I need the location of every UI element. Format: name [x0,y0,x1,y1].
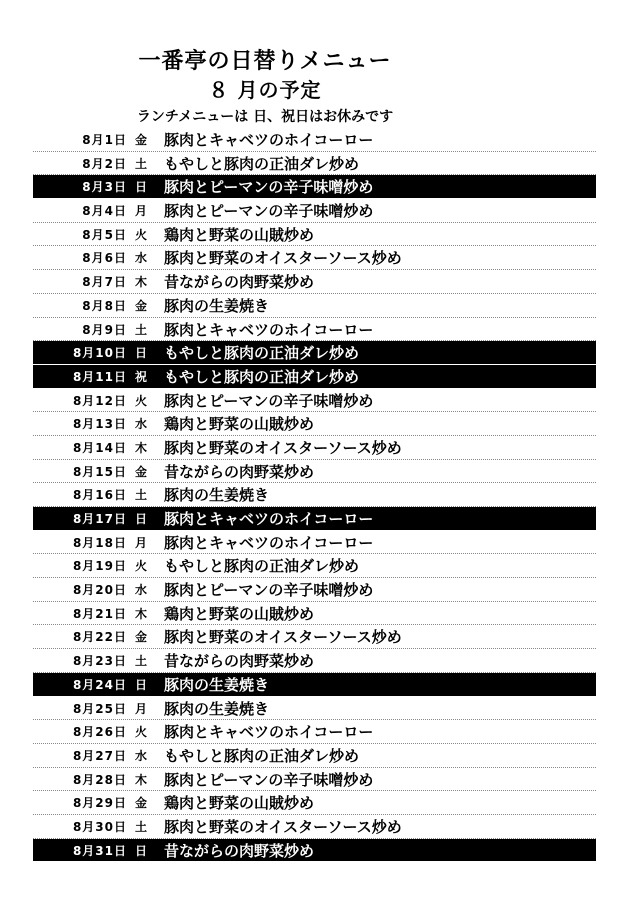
row-date: 8月14日 [72,440,127,455]
row-dish: もやしと豚肉の正油ダレ炒め [164,154,360,173]
row-date: 8月18日 [72,535,127,550]
table-row [33,152,596,176]
row-weekday: 金 [135,796,148,811]
table-row [33,507,596,531]
row-weekday: 金 [135,298,148,313]
row-weekday: 金 [135,133,148,147]
row-dish: 鶏肉と野菜の山賊炒め [164,415,315,434]
row-dish: 昔ながらの肉野菜炒め [164,652,315,671]
row-date: 8月29日 [72,796,127,811]
table-row [33,578,596,602]
table-row [33,270,596,294]
row-dish: 昔ながらの肉野菜炒め [164,841,315,860]
row-dish: 豚肉とキャベツのホイコーロー [164,131,374,149]
row-date: 8月11日 [72,369,127,384]
row-weekday: 木 [135,440,148,455]
table-row [33,246,596,270]
table-row [33,175,596,199]
row-date: 8月5日 [82,227,127,242]
row-dish: 豚肉とピーマンの辛子味噌炒め [164,202,374,221]
row-date: 8月8日 [82,298,127,313]
row-weekday: 土 [135,654,148,669]
row-date: 8月21日 [72,606,127,621]
row-weekday: 木 [135,606,148,621]
row-date: 8月20日 [72,583,127,598]
row-dish: 豚肉の生姜焼き [164,699,270,718]
row-date: 8月6日 [82,251,127,266]
table-row [33,341,596,365]
row-weekday: 水 [135,417,148,432]
row-dish: 豚肉と野菜のオイスターソース炒め [164,817,402,836]
table-row [33,365,596,389]
menu-schedule-table [33,128,596,862]
row-weekday: 土 [135,819,148,834]
table-row [33,815,596,839]
row-date: 8月3日 [82,180,127,195]
row-date: 8月19日 [72,559,127,574]
row-weekday: 水 [135,748,148,763]
row-date: 8月24日 [72,677,127,692]
row-weekday: 土 [135,156,148,171]
row-date: 8月26日 [72,725,127,740]
table-row [33,294,596,318]
row-dish: 豚肉とキャベツのホイコーロー [164,510,374,528]
row-weekday: 金 [135,630,148,645]
table-row [33,697,596,721]
row-date: 8月30日 [72,819,127,834]
row-date: 8月28日 [72,772,127,787]
row-dish: 豚肉の生姜焼き [164,296,270,315]
row-dish: 豚肉とピーマンの辛子味噌炒め [164,770,374,789]
row-weekday: 木 [135,275,148,290]
table-row [33,720,596,744]
table-row [33,436,596,460]
row-date: 8月17日 [72,512,127,526]
row-dish: 豚肉と野菜のオイスターソース炒め [164,438,402,457]
table-row [33,768,596,792]
table-row [33,128,596,152]
row-dish: 豚肉とキャベツのホイコーロー [164,320,374,339]
row-dish: 昔ながらの肉野菜炒め [164,462,315,481]
table-row [33,602,596,626]
row-date: 8月16日 [72,488,127,503]
row-weekday: 金 [135,464,148,479]
row-weekday: 日 [135,677,148,692]
row-dish: 豚肉と野菜のオイスターソース炒め [164,249,402,268]
closed-days-notice: ランチメニューは 日、祝日はお休みです [136,109,394,125]
row-dish: 豚肉とピーマンの辛子味噌炒め [164,391,374,410]
row-dish: 豚肉とピーマンの辛子味噌炒め [164,581,374,600]
row-date: 8月15日 [72,464,127,479]
row-dish: もやしと豚肉の正油ダレ炒め [164,746,360,765]
row-weekday: 水 [135,251,148,266]
table-row [33,223,596,247]
row-weekday: 火 [135,725,148,740]
table-row [33,649,596,673]
row-weekday: 祝 [135,369,148,384]
table-row [33,412,596,436]
row-date: 8月9日 [82,322,127,337]
menu-title: 一番亭の日替りメニュー [138,49,392,74]
row-weekday: 月 [135,535,148,550]
row-dish: 鶏肉と野菜の山賊炒め [164,794,315,813]
row-weekday: 火 [135,393,148,408]
row-dish: 豚肉とキャベツのホイコーロー [164,533,374,552]
row-date: 8月27日 [72,748,127,763]
row-date: 8月1日 [82,133,127,147]
row-dish: 豚肉と野菜のオイスターソース炒め [164,628,402,647]
month-heading: ８ 月の予定 [208,78,322,102]
row-date: 8月13日 [72,417,127,432]
row-dish: 昔ながらの肉野菜炒め [164,273,315,292]
row-weekday: 月 [135,701,148,716]
row-dish: 豚肉の生姜焼き [164,675,270,694]
row-weekday: 日 [135,346,148,361]
table-row [33,199,596,223]
row-dish: 鶏肉と野菜の山賊炒め [164,225,315,244]
row-date: 8月2日 [82,156,127,171]
row-date: 8月22日 [72,630,127,645]
table-row [33,389,596,413]
table-row [33,791,596,815]
row-date: 8月12日 [72,393,127,408]
row-weekday: 日 [135,843,148,858]
row-weekday: 火 [135,559,148,574]
row-dish: もやしと豚肉の正油ダレ炒め [164,344,360,363]
row-weekday: 木 [135,772,148,787]
row-dish: 豚肉の生姜焼き [164,486,270,505]
row-dish: もやしと豚肉の正油ダレ炒め [164,367,360,386]
row-weekday: 水 [135,583,148,598]
row-dish: もやしと豚肉の正油ダレ炒め [164,557,360,576]
table-row [33,744,596,768]
row-weekday: 土 [135,322,148,337]
row-date: 8月31日 [72,843,127,858]
row-date: 8月23日 [72,654,127,669]
table-row [33,531,596,555]
table-row [33,318,596,342]
table-row [33,554,596,578]
row-weekday: 月 [135,204,148,219]
table-row [33,673,596,697]
row-weekday: 火 [135,227,148,242]
table-row [33,460,596,484]
row-dish: 豚肉とキャベツのホイコーロー [164,723,374,742]
row-date: 8月4日 [82,204,127,219]
table-row [33,839,596,863]
row-date: 8月7日 [82,275,127,290]
row-weekday: 日 [135,180,148,195]
table-row [33,625,596,649]
table-row [33,483,596,507]
row-dish: 豚肉とピーマンの辛子味噌炒め [164,178,374,197]
row-date: 8月10日 [72,346,127,361]
row-weekday: 土 [135,488,148,503]
row-weekday: 日 [135,512,148,526]
row-dish: 鶏肉と野菜の山賊炒め [164,604,315,623]
row-date: 8月25日 [72,701,127,716]
